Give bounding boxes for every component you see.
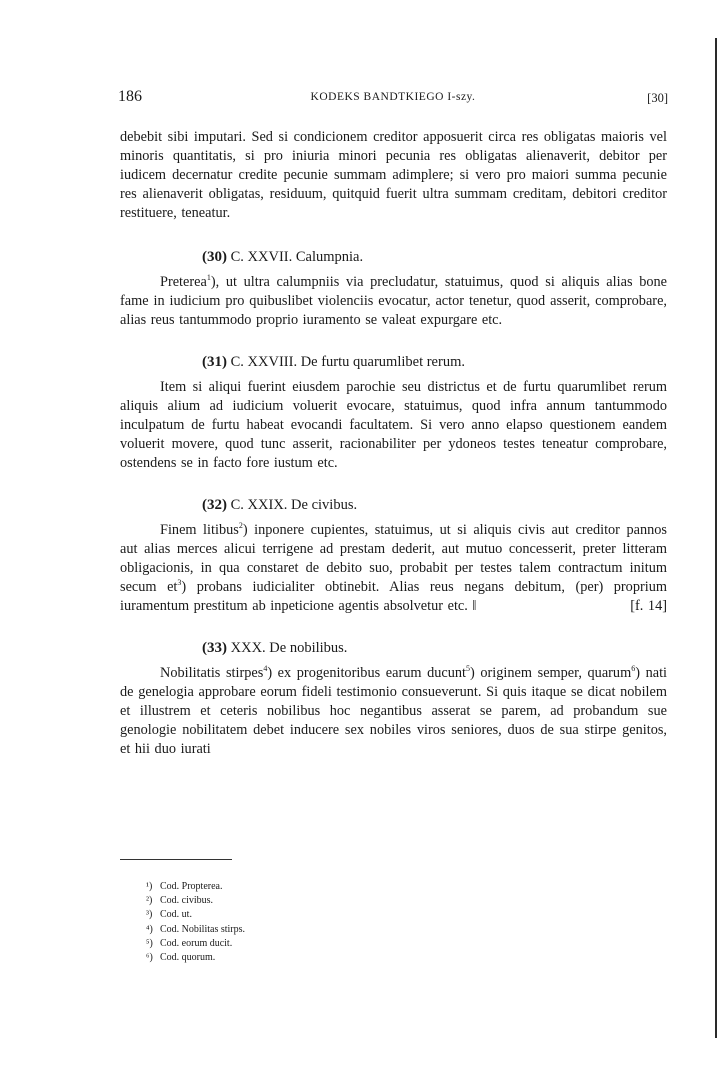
main-text bbox=[120, 128, 667, 759]
footnote-mark: ²) bbox=[146, 895, 153, 907]
footnote-rule bbox=[120, 859, 232, 860]
page-number: 186 bbox=[118, 88, 142, 105]
section-paragraph-32 bbox=[120, 521, 667, 616]
text-run: Nobilitatis stirpes bbox=[160, 665, 264, 681]
footnote-mark: ⁵) bbox=[146, 937, 153, 949]
footnote-text: Cod. Propterea. bbox=[160, 881, 223, 892]
footnote-mark: ⁴) bbox=[146, 923, 153, 935]
section-number: (33) bbox=[202, 640, 227, 656]
footnote-mark: ⁶) bbox=[146, 952, 153, 964]
footnote-ref: 1 bbox=[206, 273, 211, 283]
section-heading-32 bbox=[120, 495, 667, 515]
footnote-text: Cod. quorum. bbox=[160, 952, 216, 964]
footnotes bbox=[146, 880, 446, 965]
footnote-ref: 3 bbox=[177, 578, 182, 588]
section-title: XXX. De nobilibus. bbox=[230, 640, 348, 656]
footnote-ref: 5 bbox=[466, 664, 471, 674]
section-paragraph-30 bbox=[120, 273, 667, 330]
footnote-ref: 2 bbox=[238, 521, 243, 531]
intro-paragraph: debebit sibi imputari. Sed si condicionem creditor apposuerit circa res obligatas maioris vel minoris quantitatis, si pro iniuria minori pecunia res obligatas alienaverit, debitor per iudicem decernatur credite pecunie summam adimplere; si vero pro maiori summa pecunie res alienaverit obligatas, residuum, quitquid fuerit ultra summam creditam, debitori creditor restituere, teneatur. bbox=[120, 129, 667, 221]
footnote bbox=[146, 951, 446, 965]
section-number: (30) bbox=[202, 249, 227, 265]
text-run: Finem litibus bbox=[160, 522, 239, 538]
text-run: ) probans iudicialiter obtinebit. Alias reus negans debitum, (per) proprium iuramentum prestitum ab inpeticione agentis absolvetur etc. ‖ bbox=[120, 579, 667, 614]
section-number: (31) bbox=[202, 354, 227, 370]
footnote-ref: 6 bbox=[631, 664, 636, 674]
footnote bbox=[146, 937, 446, 951]
text-run: ) ex progenitoribus earum ducunt bbox=[267, 665, 467, 681]
text-run: ) nati de genelogia approbare eorum fideli testimonio consueverunt. Si quis itaque se dicat nobilem et illustrem et ceteris nobilibus hoc negantibus asserat se parem, ad probandum sue genologie nobilitatem debet inducere sex nobiles viros seniores, duos de sua stirpe genitos, et hii duo iurati bbox=[120, 665, 668, 757]
footnote-text: Cod. civibus. bbox=[160, 895, 214, 907]
section-number: (32) bbox=[202, 497, 227, 513]
footnote-mark: ¹) bbox=[146, 881, 153, 892]
text-run: ) inponere cupientes, statuimus, ut si aliquis civis aut creditor pannos aut alias merces alicui terrigene ad prestam dederit, aut mutuo concesserit, preter litteram obligacionis, in qua constaret de debito suo, probabit per testes talem contractum initum secum et bbox=[120, 522, 667, 595]
text-run: ) originem semper, quarum bbox=[470, 665, 632, 681]
text-run: Preterea bbox=[160, 274, 207, 290]
footnote-mark: ³) bbox=[146, 909, 153, 921]
footnote-text: Cod. Nobilitas stirps. bbox=[160, 923, 246, 935]
footnote-text: Cod. eorum ducit. bbox=[160, 937, 233, 949]
section-heading-33 bbox=[120, 638, 667, 658]
section-heading-30 bbox=[120, 247, 667, 267]
running-title: KODEKS BANDTKIEGO I-szy. bbox=[310, 91, 476, 103]
section-paragraph-33 bbox=[120, 664, 667, 759]
folio-marker: [f. 14] bbox=[630, 598, 667, 614]
signature-mark: [30] bbox=[647, 91, 668, 105]
running-head bbox=[118, 88, 668, 112]
section-title: C. XXVIII. De furtu quarumlibet rerum. bbox=[230, 354, 465, 370]
footnote bbox=[146, 880, 446, 894]
footnote bbox=[146, 923, 446, 937]
footnote-text: Cod. ut. bbox=[160, 909, 192, 921]
text-run: ), ut ultra calumpniis via precludatur, statuimus, quod si aliquis alias bone fame in iudicium pro quibuslibet violenciis evocatur, actor tenetur, quod asserit, comprobare, alias reus tantummodo proprio iuramento se valeat expurgare etc. bbox=[120, 274, 667, 328]
footnote-ref: 4 bbox=[263, 664, 268, 674]
footnote bbox=[146, 908, 446, 922]
section-heading-31 bbox=[120, 352, 667, 372]
section-paragraph-31: Item si aliqui fuerint eiusdem parochie seu districtus et de furtu quarumlibet rerum aliquis alium ad iudicium voluerit evocare, statuimus, quod infra annum tantummodo inculpatum de furtu habeat evocandi facultatem. Si vero anno elapso questionem eandem voluerit movere, quod tunc asserit, racionabiliter per ydoneos testes teneatur comprobare, ostendens se in facto fore iustum etc. bbox=[120, 379, 667, 471]
footnote bbox=[146, 894, 446, 908]
section-title: C. XXIX. De civibus. bbox=[230, 497, 358, 513]
page-edge-line bbox=[715, 38, 717, 1038]
section-title: C. XXVII. Calumpnia. bbox=[230, 249, 364, 265]
